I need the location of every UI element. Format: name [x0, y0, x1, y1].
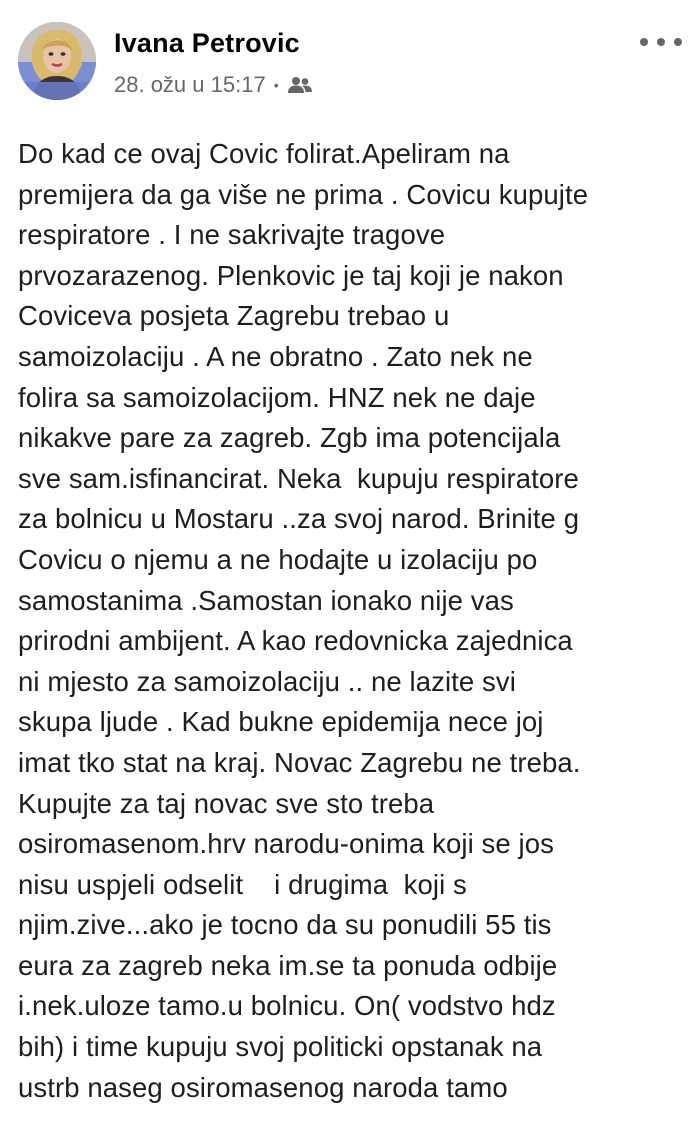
author-name[interactable]: Ivana Petrovic — [114, 28, 300, 58]
post-timestamp[interactable]: 28. ožu u 15:17 — [114, 72, 266, 97]
post-header — [18, 18, 682, 108]
post-meta — [114, 72, 313, 98]
more-dots-icon — [640, 38, 648, 46]
post-body-text: Do kad ce ovaj Covic folirat.Apeliram na premijera da ga više ne prima . Covicu kupujte respiratore . I ne sakrivajte tragove prvozarazenog. Plenkovic je taj koji je nakon Coviceva posjeta Zagrebu trebao u samoizolaciju . A ne obratno . Zato nek ne folira sa samoizolacijom. HNZ nek ne daje nikakve pare za zagreb. Zgb ima potencijala sve sam.isfinancirat. Neka kupuju respiratore za bolnicu u Mostaru ..za svoj narod. Brinite g Covicu o njemu a ne hodajte u izolaciju po samostanima .Samostan ionako nije vas prirodni ambijent. A kao redovnicka zajednica ni mjesto za samoizolaciju .. ne lazite svi skupa ljude . Kad bukne epidemija nece joj imat tko stat na kraj. Novac Zagrebu ne treba. Kupujte za taj novac sve sto treba osiromasenom.hrv narodu-onima koji se jos nisu uspjeli odselit i drugima koji s njim.zive...ako je tocno da su ponudili 55 tis eura za zagreb neka im.se ta ponuda odbije i.nek.uloze tamo.u bolnicu. On( vodstvo hdz bih) i time kupuju svoj politicki opstanak na ustrb naseg osiromasenog naroda tamo — [18, 138, 589, 1103]
friends-icon[interactable] — [287, 75, 313, 95]
more-dots-icon — [657, 38, 665, 46]
more-dots-icon — [674, 38, 682, 46]
avatar[interactable] — [18, 22, 96, 100]
avatar-image — [18, 22, 96, 100]
meta-separator: • — [273, 77, 279, 93]
more-options-button[interactable] — [640, 32, 682, 52]
